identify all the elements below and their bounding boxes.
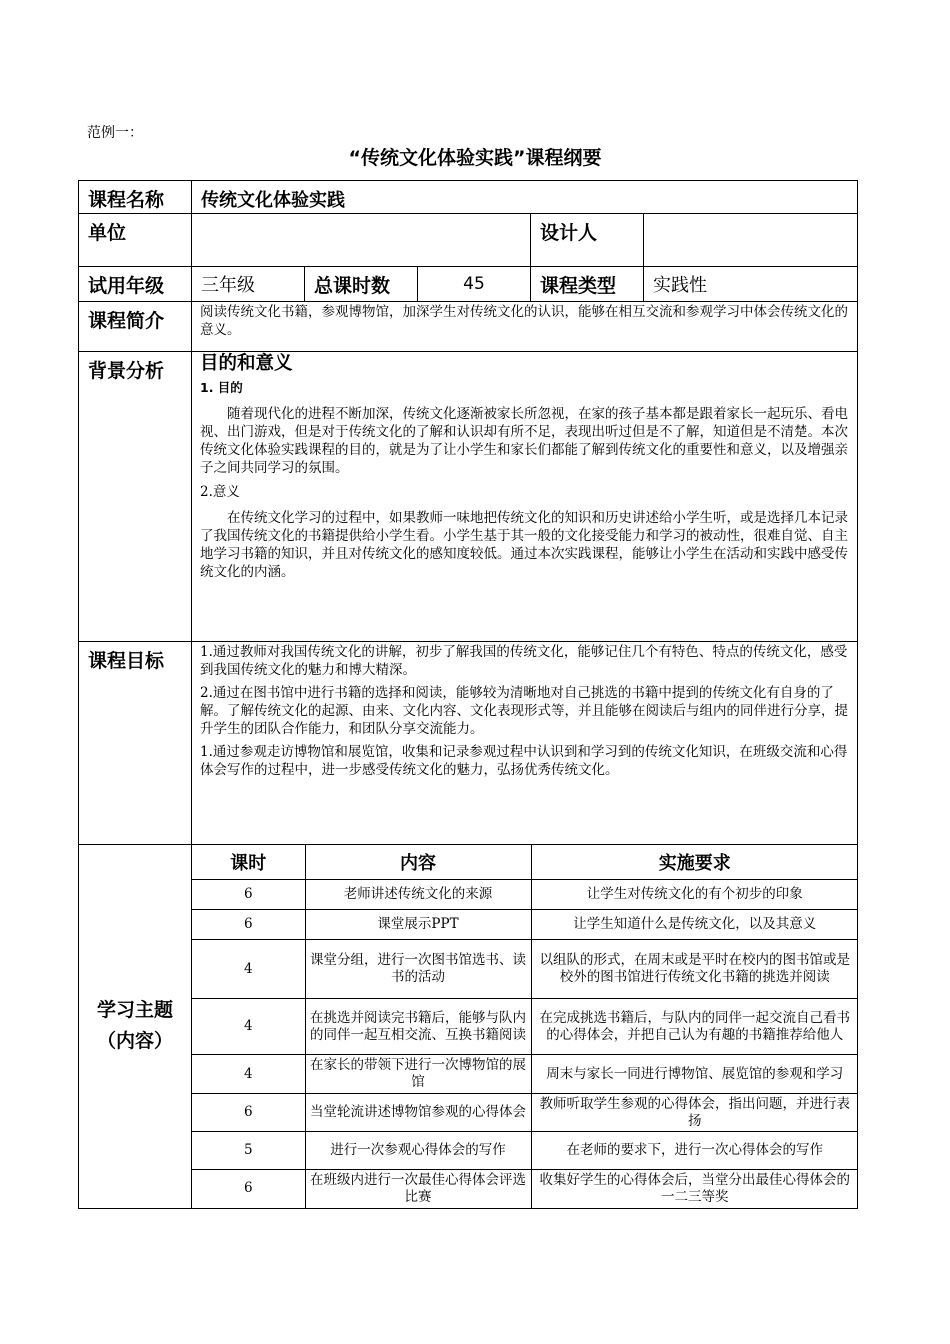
course-type-value: 实践性 [644, 267, 858, 302]
course-type-label: 课程类型 [531, 267, 644, 302]
goal-item: 1.通过参观走访博物馆和展览馆，收集和记录参观过程中认识到和学习到的传统文化知识，在班级交流和心得体会写作的过程中，进一步感受传统文化的魅力，弘扬优秀传统文化。 [200, 744, 848, 778]
course-name-row [79, 181, 858, 214]
grade-value: 三年级 [192, 267, 305, 302]
meaning-heading: 2.意义 [200, 484, 240, 500]
table-row [192, 999, 858, 1055]
course-outline-table [78, 180, 858, 1209]
row-content: 在班级内进行一次最佳心得体会评选比赛 [305, 1170, 531, 1208]
goals-row [79, 642, 858, 845]
grade-row [79, 267, 858, 302]
header-content: 内容 [305, 845, 531, 880]
row-hours: 6 [192, 1170, 305, 1208]
row-hours: 6 [192, 1094, 305, 1132]
table-row [192, 1094, 858, 1132]
header-requirement: 实施要求 [531, 845, 858, 880]
row-requirement: 在老师的要求下，进行一次心得体会的写作 [531, 1132, 858, 1170]
row-requirement: 在完成挑选书籍后，与队内的同伴一起交流自己看书的心得体会，并把自己认为有趣的书籍推荐给他人 [531, 999, 858, 1055]
study-schedule-cell [192, 845, 858, 1209]
grade-label: 试用年级 [79, 267, 192, 302]
table-row [192, 910, 858, 940]
study-row [79, 845, 858, 1209]
study-topic-line2: （内容） [96, 1030, 173, 1053]
row-content: 课堂展示PPT [305, 910, 531, 940]
row-hours: 4 [192, 1055, 305, 1094]
row-hours: 6 [192, 880, 305, 910]
row-hours: 6 [192, 910, 305, 940]
unit-value [192, 214, 531, 267]
row-content: 进行一次参观心得体会的写作 [305, 1132, 531, 1170]
row-requirement: 以组队的形式，在周末或是平时在校内的图书馆或是校外的图书馆进行传统文化书籍的挑选并阅读 [531, 940, 858, 999]
meaning-text: 在传统文化学习的过程中，如果教师一味地把传统文化的知识和历史讲述给小学生听，或是选择几本记录了我国传统文化的书籍提供给小学生看。小学生基于其一般的文化接受能力和学习的被动性，很难自觉、自主地学习书籍的知识，并且对传统文化的感知度较低。通过本次实践课程，能够让小学生在活动和实践中感受传统文化的内涵。 [200, 510, 848, 580]
background-content [192, 352, 858, 642]
purpose-text: 随着现代化的进程不断加深，传统文化逐渐被家长所忽视，在家的孩子基本都是跟着家长一起玩乐、看电视、出门游戏，但是对于传统文化的了解和认识却有所不足，表现出听过但是不了解，知道但是不清楚。本次传统文化体验实践课程的目的，就是为了让小学生和家长们都能了解到传统文化的重要性和意义，以及增强亲子之间共同学习的氛围。 [200, 406, 848, 476]
row-content: 在家长的带领下进行一次博物馆的展馆 [305, 1055, 531, 1094]
intro-text: 阅读传统文化书籍，参观博物馆，加深学生对传统文化的认识，能够在相互交流和参观学习中体会传统文化的意义。 [192, 302, 858, 352]
designer-label: 设计人 [531, 214, 644, 267]
row-content: 当堂轮流讲述博物馆参观的心得体会 [305, 1094, 531, 1132]
intro-row [79, 302, 858, 352]
table-row [192, 880, 858, 910]
table-row [192, 940, 858, 999]
intro-label: 课程简介 [79, 302, 192, 352]
background-label: 背景分析 [79, 352, 192, 642]
row-requirement: 周末与家长一同进行博物馆、展览馆的参观和学习 [531, 1055, 858, 1094]
unit-row [79, 214, 858, 267]
goals-label: 课程目标 [79, 642, 192, 845]
table-row [192, 1055, 858, 1094]
study-topic-line1: 学习主题 [96, 999, 173, 1022]
table-row [192, 1170, 858, 1208]
goal-item: 2.通过在图书馆中进行书籍的选择和阅读，能够较为清晰地对自己挑选的书籍中提到的传统文化有自身的了解。了解传统文化的起源、由来、文化内容、文化表现形式等，并且能够在阅读后与组内的同伴进行分享，提升学生的团队合作能力，和团队分享交流能力。 [200, 685, 848, 737]
designer-value [644, 214, 858, 267]
background-row [79, 352, 858, 642]
row-requirement: 让学生对传统文化的有个初步的印象 [531, 880, 858, 910]
document-title: “传统文化体验实践”课程纲要 [348, 147, 602, 169]
example-label: 范例一： [87, 125, 143, 141]
row-requirement: 收集好学生的心得体会后，当堂分出最佳心得体会的一二三等奖 [531, 1170, 858, 1208]
row-hours: 4 [192, 940, 305, 999]
table-row [192, 1132, 858, 1170]
goal-item: 1.通过教师对我国传统文化的讲解，初步了解我国的传统文化，能够记住几个有特色、特点的传统文化，感受到我国传统文化的魅力和博大精深。 [200, 644, 848, 678]
total-hours-label: 总课时数 [305, 267, 418, 302]
schedule-header-row [192, 845, 858, 880]
row-hours: 5 [192, 1132, 305, 1170]
row-content: 老师讲述传统文化的来源 [305, 880, 531, 910]
goals-content [192, 642, 858, 845]
study-topic-label [79, 845, 192, 1209]
total-hours-value: 45 [418, 267, 531, 302]
row-requirement: 教师听取学生参观的心得体会，指出问题，并进行表扬 [531, 1094, 858, 1132]
header-hours: 课时 [192, 845, 305, 880]
unit-label: 单位 [79, 214, 192, 267]
purpose-heading: 1. 目的 [200, 380, 243, 395]
course-name-value: 传统文化体验实践 [192, 181, 858, 214]
background-heading: 目的和意义 [200, 353, 293, 374]
row-content: 在挑选并阅读完书籍后，能够与队内的同伴一起互相交流、互换书籍阅读 [305, 999, 531, 1055]
course-name-label: 课程名称 [79, 181, 192, 214]
row-requirement: 让学生知道什么是传统文化，以及其意义 [531, 910, 858, 940]
row-content: 课堂分组，进行一次图书馆选书、读书的活动 [305, 940, 531, 999]
row-hours: 4 [192, 999, 305, 1055]
study-schedule-table [192, 845, 858, 1208]
